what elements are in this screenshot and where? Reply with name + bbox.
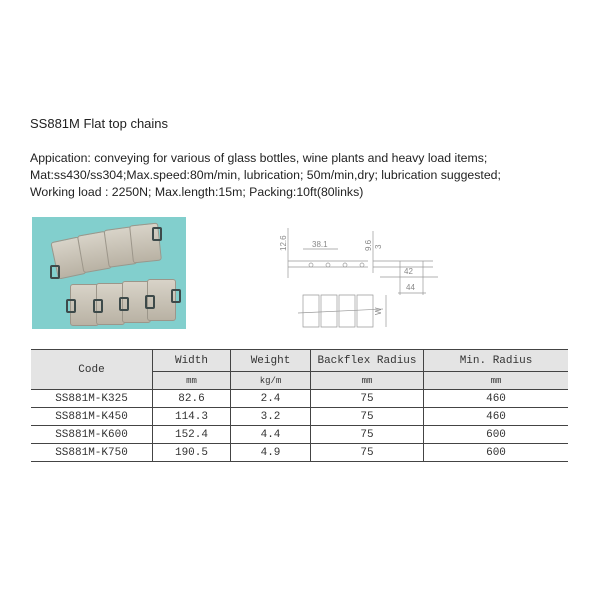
description-line: Mat:ss430/ss304;Max.speed:80m/min, lubrication; 50m/min,dry; lubrication suggested; bbox=[30, 168, 501, 182]
product-title: SS881M Flat top chains bbox=[30, 116, 169, 131]
table-row bbox=[31, 390, 568, 408]
header-backflex-radius: Backflex Radius bbox=[311, 350, 424, 372]
cell-width: 152.4 bbox=[153, 426, 231, 444]
dim-plate: 3 bbox=[374, 244, 383, 249]
cell-min-radius: 460 bbox=[424, 408, 569, 426]
cell-width: 190.5 bbox=[153, 444, 231, 462]
dim-height: 12.6 bbox=[279, 235, 288, 251]
cell-weight: 4.9 bbox=[231, 444, 311, 462]
cell-weight: 3.2 bbox=[231, 408, 311, 426]
cell-code: SS881M-K325 bbox=[31, 390, 153, 408]
cell-backflex: 75 bbox=[311, 426, 424, 444]
dim-pitch: 38.1 bbox=[312, 240, 328, 249]
technical-drawing bbox=[268, 223, 448, 333]
header-weight: Weight bbox=[231, 350, 311, 372]
cell-code: SS881M-K600 bbox=[31, 426, 153, 444]
header-width: Width bbox=[153, 350, 231, 372]
cell-backflex: 75 bbox=[311, 390, 424, 408]
specification-table bbox=[31, 349, 568, 462]
cell-weight: 4.4 bbox=[231, 426, 311, 444]
unit-min-radius: mm bbox=[424, 372, 569, 390]
cell-min-radius: 600 bbox=[424, 426, 569, 444]
cell-min-radius: 600 bbox=[424, 444, 569, 462]
description-line: Working load : 2250N; Max.length:15m; Packing:10ft(80links) bbox=[30, 185, 364, 199]
cell-min-radius: 460 bbox=[424, 390, 569, 408]
dim-thickness: 9.6 bbox=[364, 239, 373, 251]
cell-width: 114.3 bbox=[153, 408, 231, 426]
cell-weight: 2.4 bbox=[231, 390, 311, 408]
unit-width: mm bbox=[153, 372, 231, 390]
dim-width: W bbox=[374, 307, 383, 315]
table-row bbox=[31, 408, 568, 426]
table-row bbox=[31, 426, 568, 444]
chain-photo bbox=[32, 217, 186, 329]
cell-code: SS881M-K750 bbox=[31, 444, 153, 462]
unit-backflex-radius: mm bbox=[311, 372, 424, 390]
cell-backflex: 75 bbox=[311, 444, 424, 462]
header-code: Code bbox=[31, 350, 153, 390]
product-description bbox=[30, 150, 501, 201]
cell-code: SS881M-K450 bbox=[31, 408, 153, 426]
cell-backflex: 75 bbox=[311, 408, 424, 426]
unit-weight: kg/m bbox=[231, 372, 311, 390]
dim-42: 42 bbox=[404, 267, 413, 276]
table-row bbox=[31, 444, 568, 462]
dim-44: 44 bbox=[406, 283, 415, 292]
cell-width: 82.6 bbox=[153, 390, 231, 408]
description-line: Appication: conveying for various of glass bottles, wine plants and heavy load items; bbox=[30, 151, 488, 165]
header-min-radius: Min. Radius bbox=[424, 350, 569, 372]
